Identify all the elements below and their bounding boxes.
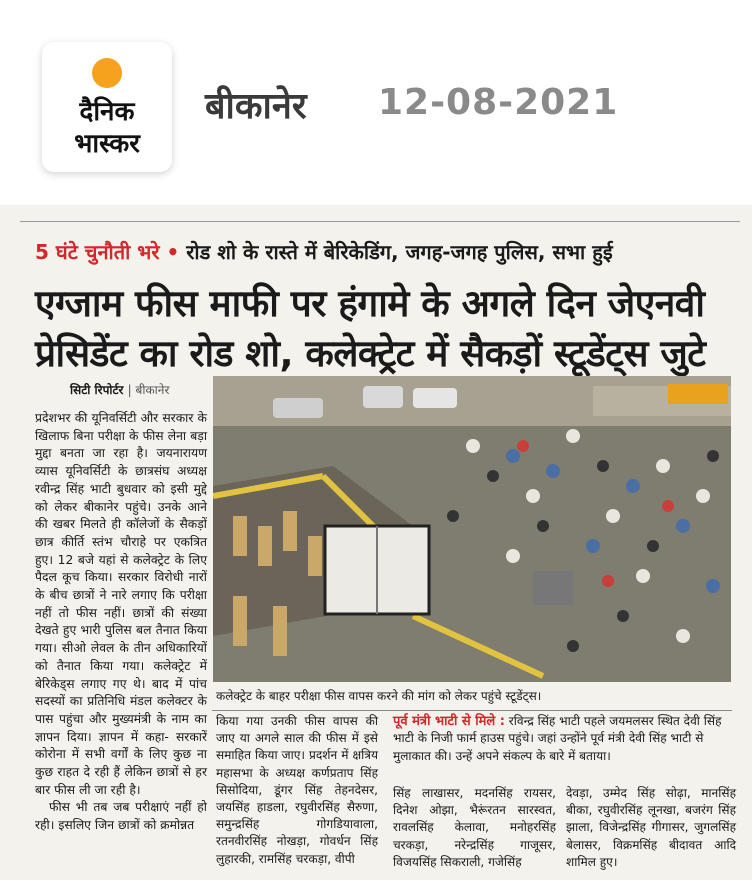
subhead-block xyxy=(393,713,738,765)
subhead-title: पूर्व मंत्री भाटी से मिले : xyxy=(393,714,505,729)
headline-line-2: प्रेसिडेंट का रोड शो, कलेक्ट्रेट में सैकड़ों स्टूडेंट्स जुटे xyxy=(35,332,706,375)
body-paragraph: सिंह लाखासर, मदनसिंह रायसर, दिनेश ओझा, भैरूंरतन सारस्वत, रावलसिंह केलावा, मनोहरसिंह चरकड़ा, नरेन्द्रसिंह गाजूसर, विजयसिंह सिकराली, गजेसिंह xyxy=(393,786,556,869)
photo-caption: कलेक्ट्रेट के बाहर परीक्षा फीस वापस करने की मांग को लेकर पहुंचे स्टूडेंट्स। xyxy=(216,689,542,703)
byline-city: बीकानेर xyxy=(135,383,170,397)
headline-line-1: एग्जाम फीस माफी पर हंगामे के अगले दिन जेएनवी xyxy=(35,282,705,325)
clip-header xyxy=(0,0,752,200)
body-paragraph: प्रदेशभर की यूनिवर्सिटी और सरकार के खिलाफ बिना परीक्षा के फीस लेना बड़ा मुद्दा बनता जा रहा है। जयनारायण व्यास यूनिवर्सिटी के छात्रसंघ अध्यक्ष रवीन्द्र सिंह भाटी बुधवार को इसी मुद्दे को लेकर बीकानेर पहुंचे। उनके आने की खबर मिलते ही कॉलेजों के सैकड़ों छात्र कीर्ति स्तंभ चौराहे पर एकत्रित हुए। 12 बजे यहां से कलेक्ट्रेट के लिए पैदल कूच किया। सरकार विरोधी नारों के बीच छात्रों ने नारे लगाए कि परीक्षा नहीं तो फीस नहीं। छात्रों की संख्या देखते हुए भारी पुलिस बल तैनात किया गया। सीओ लेवल के तीन अधिकारियों को तैनात किया गया। कलेक्ट्रेट में बेरिकेड्स लगाए गए थे। बाद में पांच सदस्यों का प्रतिनिधि मंडल कलेक्टर के पास पहुंचा और मुख्यमंत्री के नाम का ज्ञापन दिया। ज्ञापन में कहा- सरकारें कोरोना में सभी वर्गों के लिए कुछ ना कुछ राहत दे रही हैं लेकिन छात्रों से हर बार फीस ली जा रही है। xyxy=(35,411,207,797)
bullet-icon: • xyxy=(166,240,187,264)
page-top-rule xyxy=(20,207,740,222)
news-photo xyxy=(213,376,731,682)
kicker-line xyxy=(35,238,613,265)
subhead-text: रविन्द्र सिंह भाटी पहले जयमलसर स्थित देवी सिंह भाटी के निजी फार्म हाउस पहुंचे। जहां उन्होंने पूर्व मंत्री देवी सिंह भाटी से मुलाकात की। उन्हें अपने संकल्प के बारे में बताया। xyxy=(393,714,722,763)
body-paragraph-2: फीस भी तब जब परीक्षाएं नहीं हो रही। इसलिए जिन छात्रों को क्रमोन्नत xyxy=(35,800,207,833)
body-column-2 xyxy=(216,713,378,868)
newspaper-logo xyxy=(42,42,172,172)
logo-line-1: दैनिक xyxy=(79,97,135,127)
byline: सिटी रिपोर्टर | बीकानेर xyxy=(70,383,170,397)
logo-line-2: भास्कर xyxy=(74,129,140,159)
sun-icon xyxy=(92,58,122,88)
crowd-photo-illustration xyxy=(213,376,731,682)
byline-reporter: सिटी रिपोर्टर xyxy=(70,383,124,397)
edition-date: 12-08-2021 xyxy=(378,82,619,123)
edition-city: बीकानेर xyxy=(205,86,307,127)
caption-divider xyxy=(212,710,732,711)
body-paragraph: किया गया उनकी फीस वापस की जाए या अगले साल की फीस में इसे समाहित किया जाए। प्रदर्शन में क्षत्रिय महासभा के अध्यक्ष कर्णप्रताप सिंह सिसोदिया, डूंगर सिंह तेहनदेसर, जयसिंह हाडला, रघुवीरसिंह सैरुणा, समुन्द्रसिंह गोगडियावाला, रतनवीरसिंह नोखड़ा, गोवर्धन सिंह लुहारकी, रामसिंह चरकड़ा, वीपी xyxy=(216,714,378,866)
body-column-4 xyxy=(566,785,736,871)
adjacent-article-edge xyxy=(738,230,752,880)
body-column-3 xyxy=(393,785,556,871)
body-column-1 xyxy=(35,410,207,835)
kicker-highlight: 5 घंटे चुनौती भरे xyxy=(35,240,160,264)
kicker-text: रोड शो के रास्ते में बेरिकेडिंग, जगह-जगह पुलिस, सभा हुई xyxy=(186,240,613,264)
body-paragraph: देवड़ा, उम्मेद सिंह सोढ़ा, मानसिंह बीका, रघुवीरसिंह लूनखा, बजरंग सिंह झाला, विजेन्द्रसिंह गीगासर, जुगलसिंह बेलासर, विक्रमसिंह बीदावत आदि शामिल हुए। xyxy=(566,786,736,869)
